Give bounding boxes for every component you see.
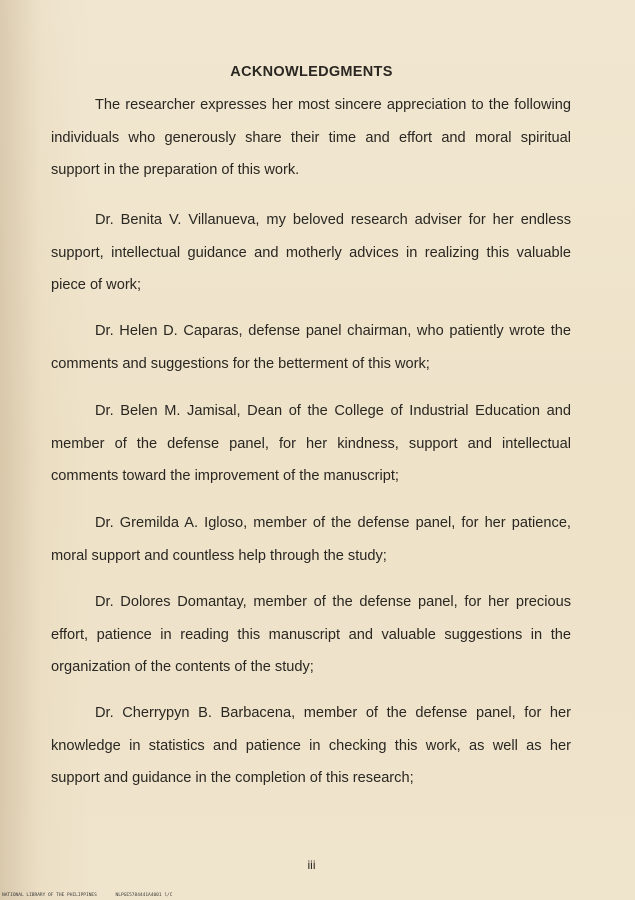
paragraph-chairman: Dr. Helen D. Caparas, defense panel chairman, who patiently wrote the comments and suggestions for the betterment of this work; (51, 323, 571, 372)
paragraph-panel-member-igloso: Dr. Gremilda A. Igloso, member of the defense panel, for her patience, moral support and countless help through the study; (51, 515, 571, 564)
paragraph-dean: Dr. Belen M. Jamisal, Dean of the College of Industrial Education and member of the defense panel, for her kindness, support and intellectual comments toward the improvement of the manuscript; (51, 403, 571, 484)
library-name: NATIONAL LIBRARY OF THE PHILIPPINES (2, 893, 97, 898)
paragraph-panel-member-barbacena: Dr. Cherrypyn B. Barbacena, member of the defense panel, for her knowledge in statistics and patience in checking this work, as well as her support and guidance in the completion of this research; (51, 705, 571, 786)
page-title: ACKNOWLEDGMENTS (230, 64, 393, 80)
library-code: NLPGE5784441A4001 l/C (115, 893, 173, 898)
page-number: iii (307, 858, 316, 872)
paragraph-adviser: Dr. Benita V. Villanueva, my beloved research adviser for her endless support, intellectual guidance and motherly advices in realizing this valuable piece of work; (51, 212, 571, 293)
paragraph-panel-member-domantay: Dr. Dolores Domantay, member of the defense panel, for her precious effort, patience in reading this manuscript and valuable suggestions in the organization of the contents of the study; (51, 594, 571, 675)
paragraph-intro: The researcher expresses her most sincere appreciation to the following individuals who generously share their time and effort and moral spiritual support in the preparation of this work. (51, 97, 571, 178)
library-stamp (2, 893, 188, 898)
